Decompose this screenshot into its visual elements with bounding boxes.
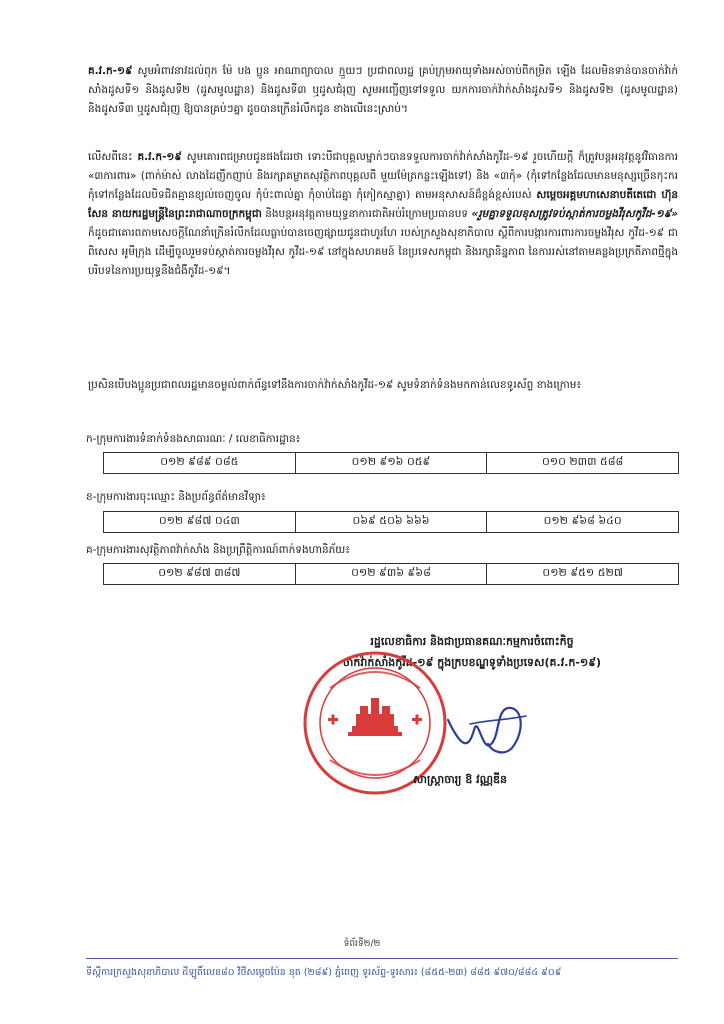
phone-number: ០១២ ៩៥១ ៥២៧ — [487, 564, 679, 585]
footer-divider — [86, 958, 678, 959]
phone-number: ០១២ ៩៨៧ ០៤៣ — [104, 512, 296, 533]
phone-number: ០១២ ៩៨៧ ៣៨៧ — [104, 564, 296, 585]
prevention-intro: លើសពីនេះ — [88, 151, 138, 163]
phone-number: ០១២ ៩៦៨ ៦៤០ — [487, 512, 679, 533]
paragraph-prevention — [88, 148, 678, 281]
signatory-title-line1: រដ្ឋលេខាធិការ និងជាប្រធានគណៈកម្មការចំពោះកិច្ច — [370, 635, 574, 648]
contact-table-vaccine-safety — [103, 563, 679, 585]
contact-heading-registration: ខ-ក្រុមការងារចុះឈ្មោះ និងប្រព័ន្ធព័ត៌មានវិទ្យា៖ — [86, 491, 266, 503]
phone-number: ០១២ ៩៨៩ ០៨៥ — [104, 453, 296, 474]
appeal-text: សូមអំពាវនាវដល់ពុក ម៉ែ បង ប្អូន អាណាព្យាបាល ក្មួយៗ ប្រជាពលរដ្ឋ គ្រប់ក្រុមអាយុទាំងអស់ចាប់ពីកម្រិត ឡើង ដែលមិនទាន់បានចាក់វ៉ាក់សាំងដូសទី១ និងដូសទី២ (ដូសមូលដ្ឋាន) និងដូសទី៣ ឬដូសជំរុញ សូមអញ្ជើញទៅទទួល យកការចាក់វ៉ាក់សាំងដូសទី១ និងដូសទី២ (ដូសមូលដ្ឋាន) និងដូសទី៣ ឬដូសជំរុញ ឱ្យបានគ្រប់ៗគ្នា ដូចបានក្រើនរំលឹកជូន ខាងលើនេះស្រាប់។ — [88, 65, 678, 115]
phone-number: ០១២ ៩៣៦ ៩៦៨ — [295, 564, 487, 585]
phone-number: ០៦៩ ៥០៦ ៦៦៦ — [295, 512, 487, 533]
phone-number: ០១០ ២៣៣ ៥៨៨ — [487, 453, 679, 474]
handwritten-signature-icon — [430, 690, 540, 760]
paragraph-appeal — [88, 62, 678, 119]
footer-address: ទីស្តីការក្រសួងសុខាភិបាល ដីឡូតិ៍លេខ៨០ វិថីសម្តេចប៉ែន នុត (២៨៩) ភ្នំពេញ ទូរស័ព្ទ-ទូរសារ៖ (៨៥៥-២៣) ៨៨៥ ៩៧០/៨៨៤ ៩០៩ — [86, 967, 562, 978]
prevention-text-cont: និងបន្តអនុវត្តតាមយុទ្ធនាការជាតិអប់រំក្រោមប្រធានបទ — [261, 208, 472, 220]
signatory-title-line2: ចាក់វ៉ាក់សាំងកូវីដ-១៩ ក្នុងក្របខណ្ឌទូទាំងប្រទេស(គ.វ.ក-១៩) — [342, 656, 602, 669]
contact-heading-vaccine-safety: គ-ក្រុមការងារសុវត្ថិភាពវ៉ាក់សាំង និងប្រព្រឹត្តិការណ៍ពាក់ទងហានិភ័យ៖ — [86, 544, 350, 556]
table-row — [104, 512, 679, 533]
phone-number: ០១២ ៩១៦ ០៥៩ — [295, 453, 487, 474]
contact-table-registration — [103, 511, 679, 533]
committee-acronym: គ.វ.ក-១៩ — [137, 151, 182, 163]
contact-heading-public-relations: ក-ក្រុមការងារទំនាក់ទំនងសាធារណៈ / លេខាធិការដ្ឋាន៖ — [86, 433, 301, 445]
committee-acronym: គ.វ.ក-១៩ — [88, 65, 133, 77]
paragraph-contact-intro: ប្រសិនបើបងប្អូនប្រជាពលរដ្ឋមានចម្ងល់ពាក់ព័ន្ធទៅនឹងការចាក់វ៉ាក់សាំងកូវីដ-១៩ សូមទំនាក់ទំនងមកកាន់លេខទូរស័ព្ទ ខាងក្រោម៖ — [88, 379, 582, 391]
table-row — [104, 564, 679, 585]
prevention-text: សូមគោរពជម្រាបជូនផងដែរថា ទោះបីជាបុគ្គលម្នាក់ៗបានទទួលការចាក់វ៉ាក់សាំងកូវីដ-១៩ រួចហើយក្ដី ក៏ត្រូវបន្តអនុវត្តនូវវិធានការ «៣ការពារ» (ពាក់ម៉ាស់ លាងដៃញឹកញាប់ និងរក្សាគម្លាតសុវត្ថិភាពបុគ្គលពី មួយម៉ែត្រកន្លះឡើងទៅ) និង «៣កុំ» (កុំទៅកន្លែងដែលមានមនុស្សច្រើនកុះករ កុំទៅកន្លែងដែលបិទជិតគ្មានខ្យល់ចេញចូល កុំប៉ះពាល់គ្នា កុំចាប់ដៃគ្នា កុំកៀកស្មាគ្នា) តាមអនុសាសន៍ដ៏ខ្ពង់ខ្ពស់របស់ — [88, 151, 678, 201]
page-number: ទំព័រទី២/២ — [343, 939, 381, 949]
campaign-slogan: «រួមគ្នាទទួលខុសត្រូវទប់ស្កាត់ការចម្លងវីរុសកូវីដ-១៩» — [471, 208, 678, 220]
signatory-name: សាស្ត្រាចារ្យ ឱ វណ្ណឌីន — [413, 773, 507, 786]
table-row — [104, 453, 679, 474]
prime-minister-title: សម្តេចអគ្គមហាសេនាបតីតេជោ ហ៊ុន សែន នាយករដ្ឋមន្ត្រីនៃព្រះរាជាណាចក្រកម្ពុជា — [88, 189, 678, 220]
contact-table-public-relations — [103, 452, 679, 474]
prevention-text-end: ក៏ដូចជាគោរពតាមសេចក្តីណែនាំក្រើនរំលឹកដែលធ្លាប់បានចេញផ្សាយជូនជាហូរហែ របស់ក្រសួងសុខាភិបាល ស្តីពីការបង្ការការពារការចម្លងវីរុស កូវីដ-១៩ ជាពិសេស អូមីក្រុង ដើម្បីចូលរួមទប់ស្កាត់ការចម្លងវីរុស កូវីដ-១៩ នៅក្នុងសហគមន៍ នៃប្រទេសកម្ពុជា និងរក្សានិន្នភាព នៃការរស់នៅតាមគន្លងប្រក្រតីភាពថ្មីក្នុងបរិបទនៃការប្រយុទ្ធនឹងជំងឺកូវីដ-១៩។ — [88, 227, 678, 277]
